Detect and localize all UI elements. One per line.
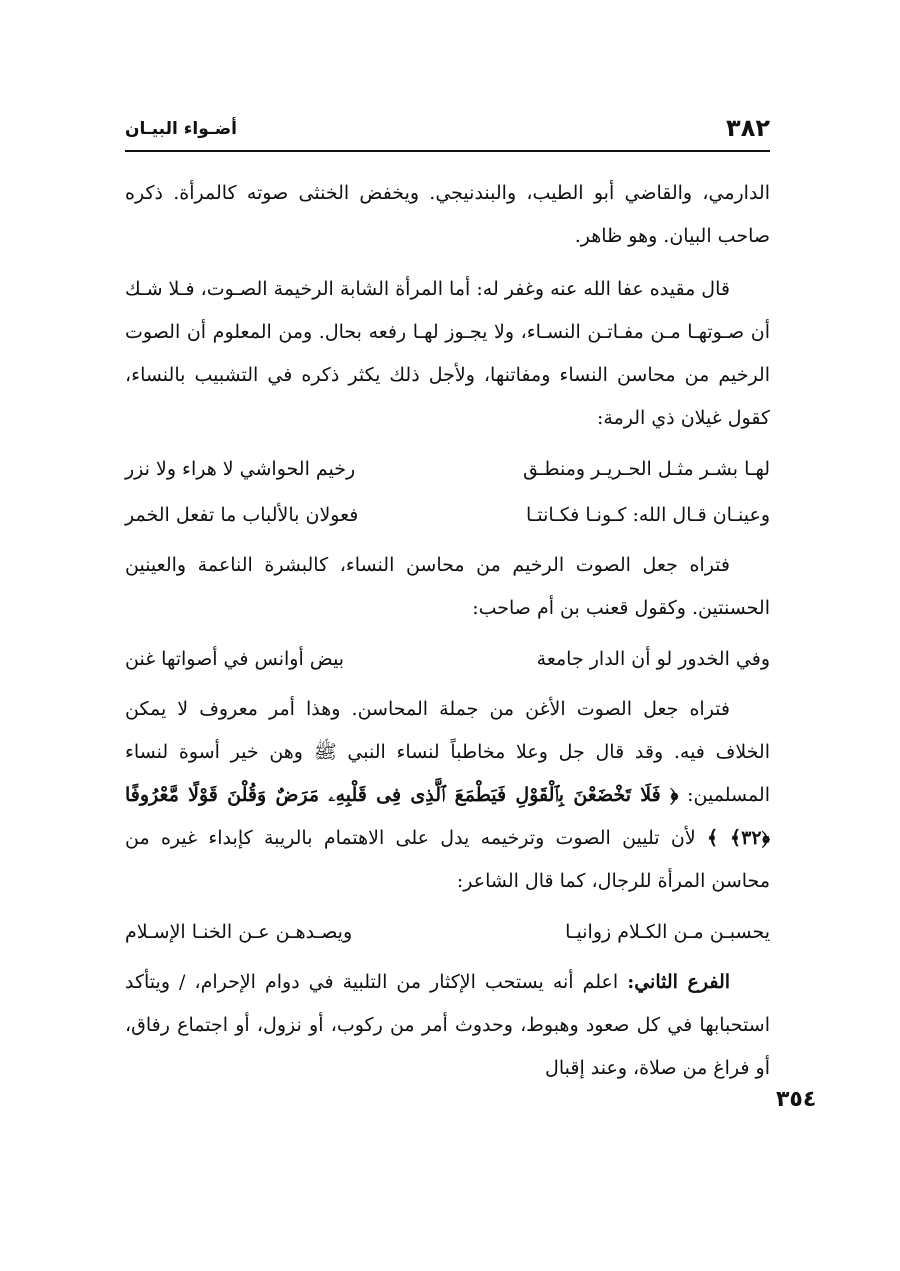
verse-1-line-1-first-hemistich: لهـا بشـر مثـل الحـريـر ومنطـق [522,458,770,480]
quran-verse: ﴿ فَلَا تَخْضَعْنَ بِٱلْقَوْلِ فَيَطْمَعَ ٱلَّذِى فِى قَلْبِهِۦ مَرَضٌ وَقُلْنَ قَوْلًا مَّعْرُوفًا ﴿٣٢﴾ ﴾ [125,784,771,849]
paragraph-1: الدارمي، والقاضي أبو الطيب، والبندنيجي. ويخفض الخنثى صوته كالمرأة. ذكره صاحب البيان. وهو ظاهر. [125,182,770,247]
book-title: أضـواء البيـان [125,119,237,139]
verse-1-line-1 [125,446,770,492]
verse-2-line-1-second-hemistich: بيض أوانس في أصواتها غنن [125,648,345,670]
verse-2-line-1 [125,636,770,682]
paragraph-4-text-b: لأن تليين الصوت وترخيمه يدل على الاهتمام بالريبة كإبداء غيره من محاسن المرأة للرجال، كما قال الشاعر: [125,827,770,892]
paragraph-3: فتراه جعل الصوت الرخيم من محاسن النساء، كالبشرة الناعمة والعينين الحسنتين. وكقول قعنب بن أم صاحب: [125,554,770,619]
paragraph-2: قال مقيده عفا الله عنه وغفر له: أما المرأة الشابة الرخيمة الصـوت، فـلا شـك أن صـوتهـا مـن مفـاتـن النسـاء، ولا يجـوز لهـا رفعه بحال. ومن المعلوم أن الصوت الرخيم من محاسن النساء ومفاتنها، ولأجل ذلك يكثر ذكره في التشبيب بالنساء، كقول غيلان ذي الرمة: [125,278,770,429]
page-number: ٣٨٢ [726,114,770,142]
page-body [125,172,770,1090]
verse-1-line-2-second-hemistich: فعولان بالألباب ما تفعل الخمر [125,504,359,526]
paragraph-4-text-a: فتراه جعل الصوت الأغن من جملة المحاسن. وهذا أمر معروف لا يمكن الخلاف فيه. وقد قال جل وعلا مخاطباً لنساء النبي ﷺ وهن خير أسوة لنساء المسلمين: [125,698,770,806]
paragraph-4 [125,688,770,903]
page-header [125,110,770,150]
verse-3-line-1-second-hemistich: ويصـدهـن عـن الخنـا الإسـلام [125,921,353,943]
paragraph-5-text: اعلم أنه يستحب الإكثار من التلبية في دوام الإحرام، / ويتأكد استحبابها في كل صعود وهبوط، وحدوث أمر من ركوب، أو نزول، أو اجتماع رفاق، أو فراغ من صلاة، وعند إقبال [125,971,770,1079]
verse-1-line-2 [125,492,770,538]
verse-2-line-1-first-hemistich: وفي الخدور لو أن الدار جامعة [536,648,770,670]
verse-3-line-1 [125,909,770,955]
verse-1-line-1-second-hemistich: رخيم الحواشي لا هراء ولا نزر [125,458,356,480]
margin-page-reference: ٣٥٤ [776,1087,817,1112]
verse-3-line-1-first-hemistich: يحسبـن مـن الكـلام زوانيـا [565,921,770,943]
header-rule [125,150,770,152]
section-heading: الفرع الثاني: [627,971,731,993]
paragraph-5 [125,961,770,1090]
verse-1-line-2-first-hemistich: وعينـان قـال الله: كـونـا فكـانتـا [525,504,770,526]
